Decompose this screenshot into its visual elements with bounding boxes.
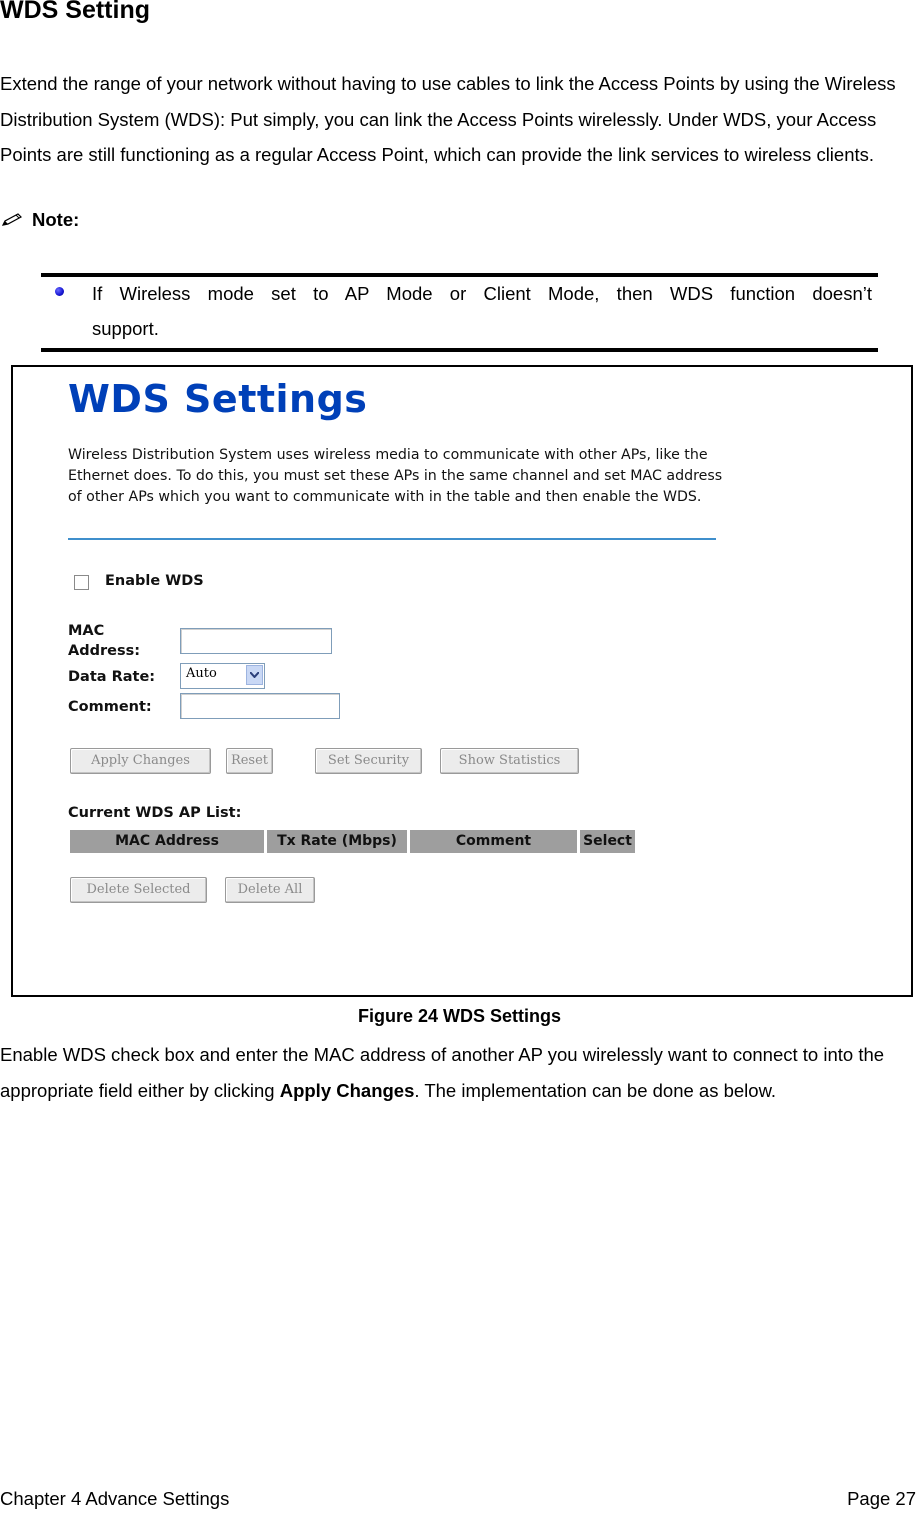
wds-title: WDS Settings <box>68 377 368 421</box>
note-bottom-rule <box>41 348 878 352</box>
data-rate-select[interactable] <box>180 663 265 689</box>
column-header-mac: MAC Address <box>70 830 264 853</box>
column-header-tx-rate: Tx Rate (Mbps) <box>267 830 407 853</box>
show-statistics-button[interactable]: Show Statistics <box>440 748 579 774</box>
note-bullet-text-continued: support. <box>92 318 159 339</box>
reset-button[interactable]: Reset <box>226 748 273 774</box>
page-heading: WDS Setting <box>0 0 150 24</box>
footer-page-number: Page 27 <box>847 1488 916 1509</box>
bullet-icon <box>55 287 64 296</box>
enable-wds-checkbox[interactable] <box>74 575 89 590</box>
intro-paragraph: Extend the range of your network without having to use cables to link the Access Points by using the Wireless Distribution System (WDS): Put simply, you can link the Access Points wirelessly. Under WDS, your Access Points are still functioning as a regular Access Point, which can provide the link services to wireless clients. <box>0 73 896 165</box>
data-rate-value: Auto <box>186 666 217 681</box>
delete-all-button[interactable]: Delete All <box>225 877 315 903</box>
wds-ap-list-label: Current WDS AP List: <box>68 805 242 821</box>
comment-label: Comment: <box>68 699 152 715</box>
wds-divider <box>68 538 716 540</box>
note-header <box>1 209 79 231</box>
enable-wds-label: Enable WDS <box>105 573 204 589</box>
apply-changes-emphasis: Apply Changes <box>279 1079 415 1101</box>
data-rate-label: Data Rate: <box>68 669 156 685</box>
comment-input[interactable] <box>180 693 340 719</box>
wds-settings-screenshot <box>11 365 913 997</box>
chevron-down-icon[interactable] <box>246 665 263 685</box>
note-label: Note: <box>32 209 80 230</box>
wds-description: Wireless Distribution System uses wireless media to communicate with other APs, like the Ethernet does. To do this, you must set these APs in the same channel and set MAC address of other APs which you want to communicate with in the table and then enable the WDS. <box>68 447 723 505</box>
apply-changes-button[interactable]: Apply Changes <box>70 748 211 774</box>
mac-address-input[interactable] <box>180 628 332 654</box>
mac-address-label: MAC Address: <box>68 623 141 659</box>
footer-chapter: Chapter 4 Advance Settings <box>0 1488 230 1509</box>
column-header-select: Select <box>580 830 635 853</box>
outro-paragraph: Enable WDS check box and enter the MAC address of another AP you wirelessly want to connect to into the appropriate field either by clicking Apply Changes. The implementation can be done as below. <box>0 1044 885 1101</box>
column-header-comment: Comment <box>410 830 577 853</box>
note-bullet-text: If Wireless mode set to AP Mode or Client Mode, then WDS function doesn’t <box>92 283 872 304</box>
set-security-button[interactable]: Set Security <box>315 748 422 774</box>
delete-selected-button[interactable]: Delete Selected <box>70 877 207 903</box>
pencil-icon <box>1 213 23 227</box>
figure-caption: Figure 24 WDS Settings <box>357 1006 562 1026</box>
